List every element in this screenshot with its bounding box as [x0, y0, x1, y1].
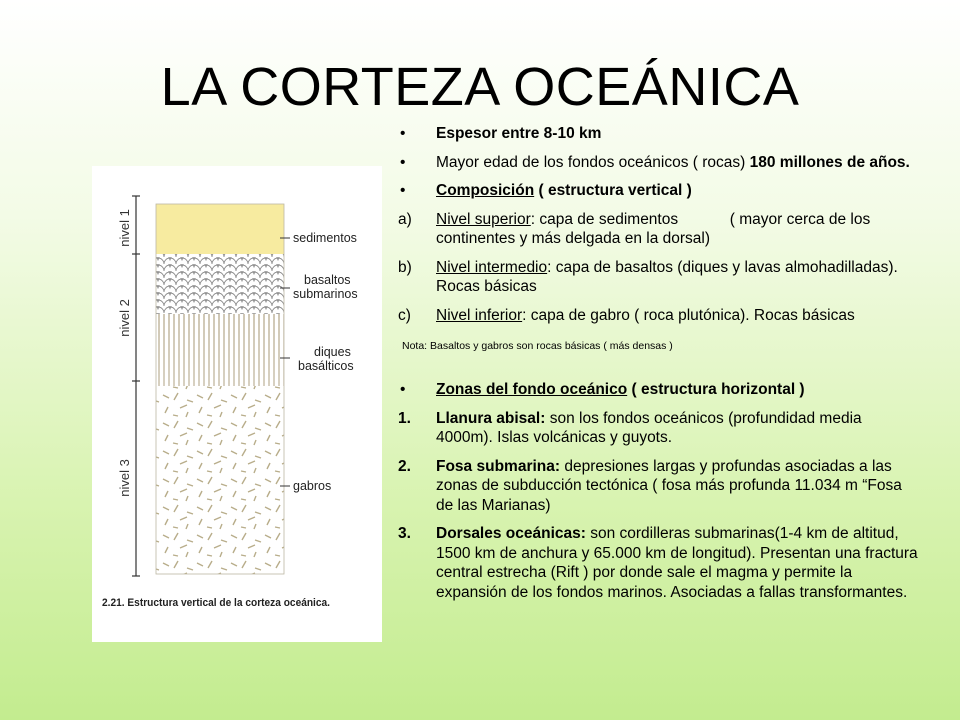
composition-item-a: a) Nivel superior: capa de sedimentos ( mayor cerca de los continentes y más delgada en la dorsal) [398, 210, 875, 247]
level-2-label: nivel 2 [117, 299, 132, 337]
sedimentos-label: sedimentos [293, 231, 357, 245]
figure-caption: 2.21. Estructura vertical de la corteza oceánica. [102, 597, 330, 609]
zone-item-3: 3. Dorsales oceánicas: son cordilleras submarinas(1-4 km de altitud, 1500 km de anchura y 65.000 km de longitud). Presentan una fractura central estrecha (Rift ) por donde sale el magma y permite la expansión de los fondos marinos. Asociadas a fallas transformantes. [398, 525, 918, 601]
diques-label: diques [314, 345, 351, 359]
page-title: LA CORTEZA OCEÁNICA [160, 57, 800, 117]
bullet-composition: • Composición ( estructura vertical ) [400, 182, 692, 199]
gabbro-layer [156, 386, 284, 574]
bullet-zones: • Zonas del fondo oceánico ( estructura horizontal ) [400, 381, 805, 398]
zone-item-1: 1. Llanura abisal: son los fondos oceánicos (profundidad media 4000m). Islas volcánicas y guyots. [398, 409, 862, 446]
crust-diagram-figure [92, 166, 382, 642]
basaltos-label: basaltos [304, 273, 351, 287]
level-3-label: nivel 3 [117, 459, 132, 497]
composition-item-b: b) Nivel intermedio: capa de basaltos (diques y lavas almohadilladas). Rocas básicas [398, 258, 898, 295]
submarinos-label: submarinos [293, 287, 358, 301]
bullet-age: • Mayor edad de los fondos oceánicos ( rocas) 180 millones de años. [400, 153, 910, 171]
level-1-label: nivel 1 [117, 209, 132, 247]
crust-diagram [92, 166, 382, 642]
bullet-thickness: • Espesor entre 8-10 km [400, 125, 602, 142]
sediment-layer [156, 204, 284, 254]
pillow-basalt-layer [156, 254, 284, 314]
content-column [398, 124, 918, 611]
gabros-label: gabros [293, 479, 332, 493]
basalticos-label: basálticos [298, 359, 354, 373]
note: Nota: Basaltos y gabros son rocas básicas ( más densas ) [402, 340, 673, 352]
composition-item-c: c) Nivel inferior: capa de gabro ( roca plutónica). Rocas básicas [398, 306, 855, 324]
zone-item-2: 2. Fosa submarina: depresiones largas y profundas asociadas a las zonas de subducción tectónica ( fosa más profunda 11.034 m “Fosa de las Marianas) [398, 457, 902, 514]
